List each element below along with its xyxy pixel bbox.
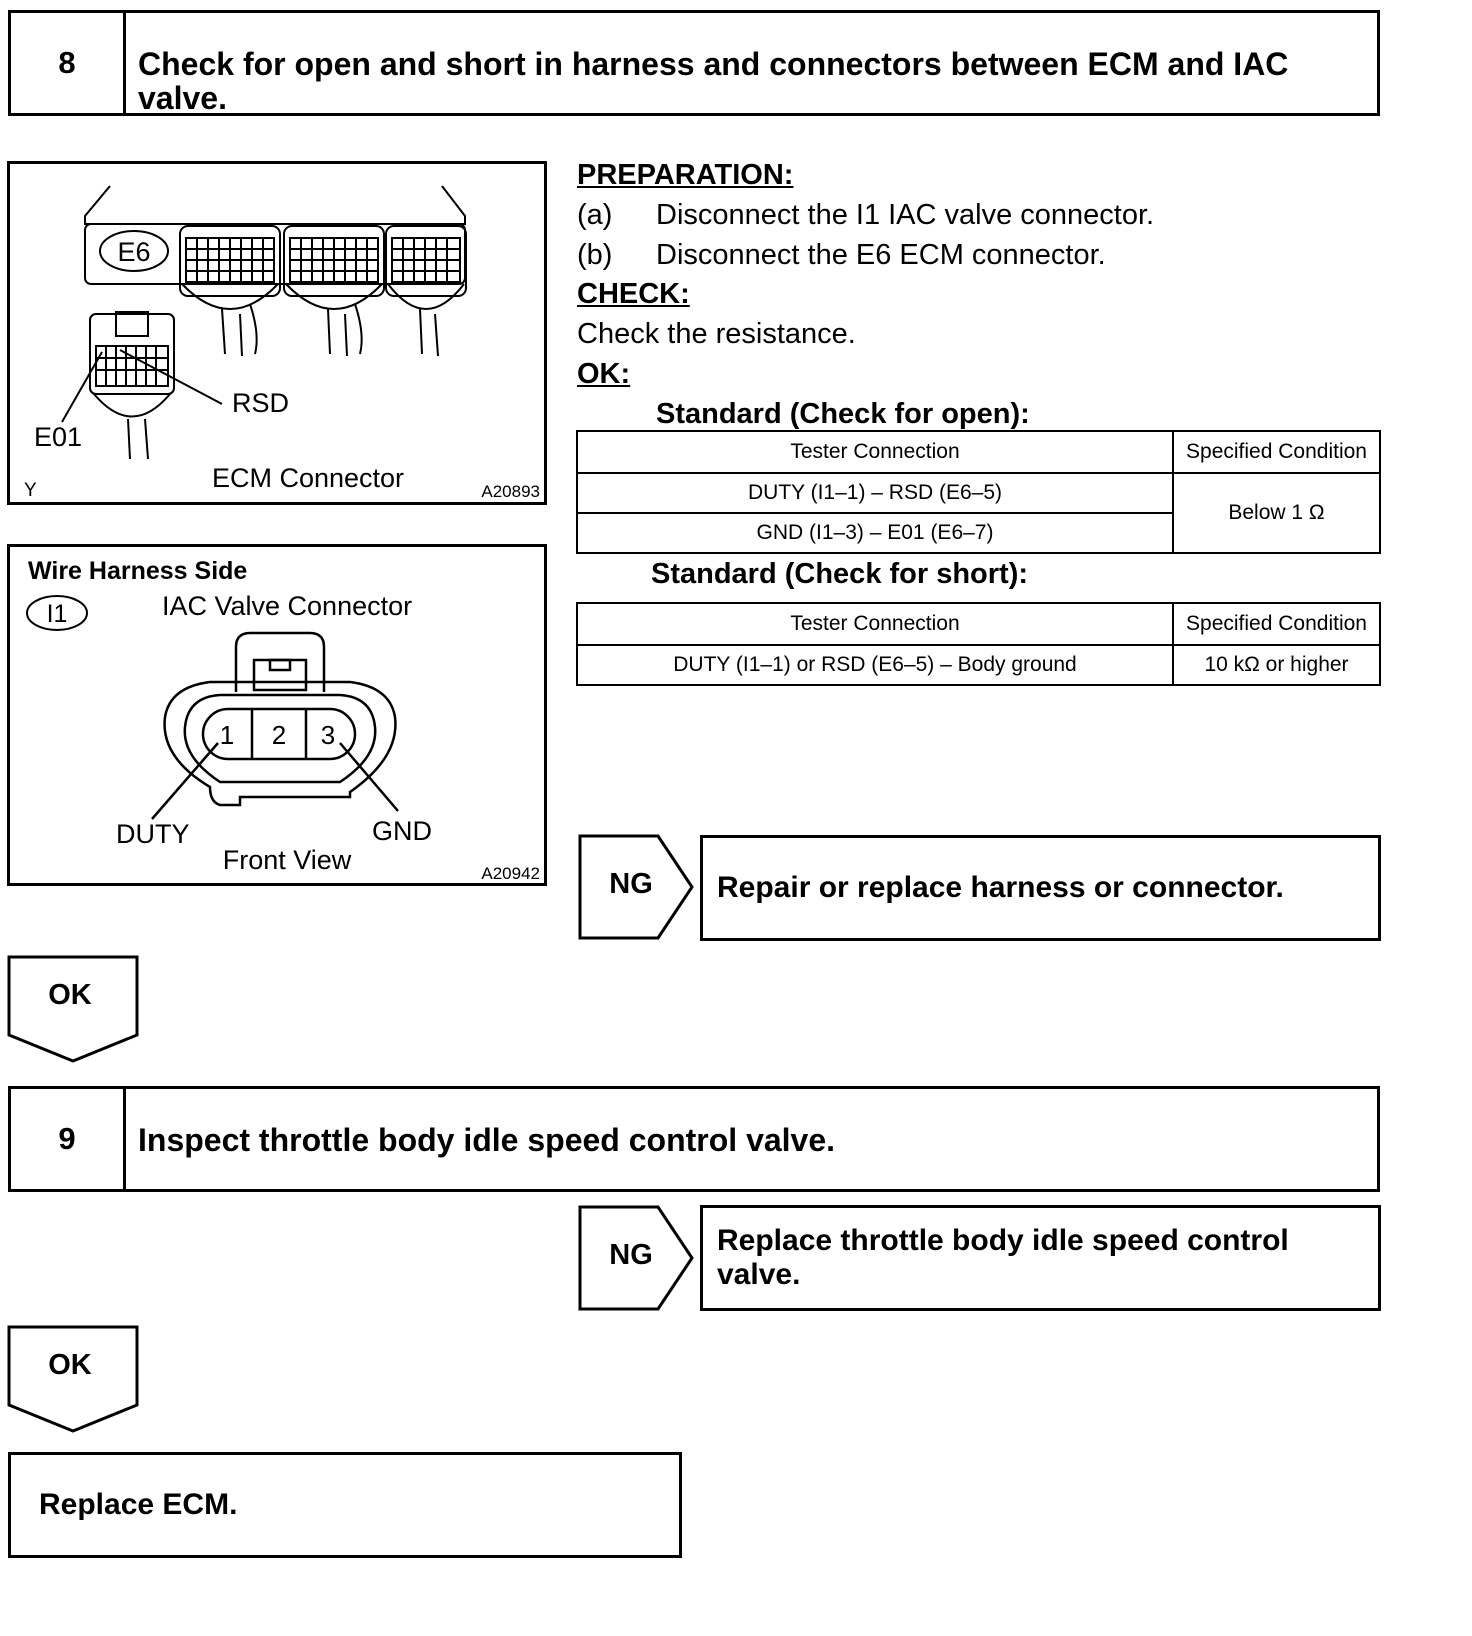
ok-arrow-2: [7, 1325, 139, 1433]
step-title: Inspect throttle body idle speed control valve.: [138, 1122, 836, 1158]
ok-label: OK: [48, 979, 92, 1011]
step-label: (b): [577, 239, 613, 271]
ng-arrow-2: [578, 1205, 696, 1311]
ng-action-2: Replace throttle body idle speed control valve.: [700, 1205, 1381, 1311]
iac-connector-name: IAC Valve Connector: [162, 591, 413, 621]
gnd-label: GND: [372, 816, 432, 846]
table-header: Specified Condition: [1173, 603, 1380, 645]
e01-label: E01: [34, 422, 83, 452]
front-view-label: Front View: [222, 845, 352, 875]
figure-ref: A20942: [481, 864, 540, 883]
check-heading: CHECK:: [577, 278, 690, 310]
step-8-header: [8, 10, 1380, 116]
duty-label: DUTY: [116, 819, 190, 849]
ecm-connector-caption: ECM Connector: [211, 463, 405, 493]
ng-action-1: Repair or replace harness or connector.: [700, 835, 1381, 941]
step-9-header: [8, 1086, 1380, 1192]
standard-open-heading: Standard (Check for open):: [656, 398, 1030, 430]
procedure-text: [577, 155, 1377, 434]
prep-step-b: [577, 235, 1377, 275]
wire-harness-side-label: Wire Harness Side: [28, 557, 248, 585]
ng-arrow-1: [578, 834, 696, 940]
ecm-connector-code: E6: [117, 237, 151, 267]
pin-2: 2: [271, 720, 287, 750]
table-cell: Below 1 Ω: [1173, 473, 1380, 553]
table-cell: 10 kΩ or higher: [1173, 645, 1380, 685]
iac-connector-figure: [7, 544, 547, 886]
step-text: Disconnect the E6 ECM connector.: [656, 239, 1106, 271]
step-text: Disconnect the I1 IAC valve connector.: [656, 199, 1155, 231]
table-cell: DUTY (I1–1) – RSD (E6–5): [577, 473, 1173, 513]
table-header: Tester Connection: [577, 603, 1173, 645]
preparation-heading: PREPARATION:: [577, 159, 794, 191]
figure-y-label: Y: [24, 480, 37, 501]
figure-ref: A20893: [481, 482, 540, 501]
step-label: (a): [577, 199, 613, 231]
prep-step-a: [577, 195, 1377, 235]
step-title: Check for open and short in harness and connectors between ECM and IAC valve.: [138, 46, 1289, 116]
ok-heading: OK:: [577, 358, 631, 390]
iac-connector-diagram: [10, 547, 544, 883]
step-number: 8: [11, 13, 126, 113]
table-header: Specified Condition: [1173, 431, 1380, 473]
ok-arrow-1: [7, 955, 139, 1063]
ecm-connector-diagram: [10, 164, 544, 502]
table-short: [576, 602, 1381, 686]
table-cell: DUTY (I1–1) or RSD (E6–5) – Body ground: [577, 645, 1173, 685]
pin-1: 1: [219, 720, 235, 750]
check-text: Check the resistance.: [577, 318, 856, 350]
ng-label: NG: [609, 868, 653, 900]
table-cell: GND (I1–3) – E01 (E6–7): [577, 513, 1173, 553]
table-header: Tester Connection: [577, 431, 1173, 473]
final-action: Replace ECM.: [8, 1452, 682, 1558]
iac-connector-code: I1: [46, 600, 68, 628]
step-number: 9: [11, 1089, 126, 1189]
pin-3: 3: [320, 720, 336, 750]
ok-label: OK: [48, 1349, 92, 1381]
table-open: [576, 430, 1381, 554]
standard-short-heading: Standard (Check for short):: [651, 558, 1029, 590]
ecm-connector-figure: [7, 161, 547, 505]
ng-label: NG: [609, 1239, 653, 1271]
rsd-label: RSD: [232, 388, 290, 418]
